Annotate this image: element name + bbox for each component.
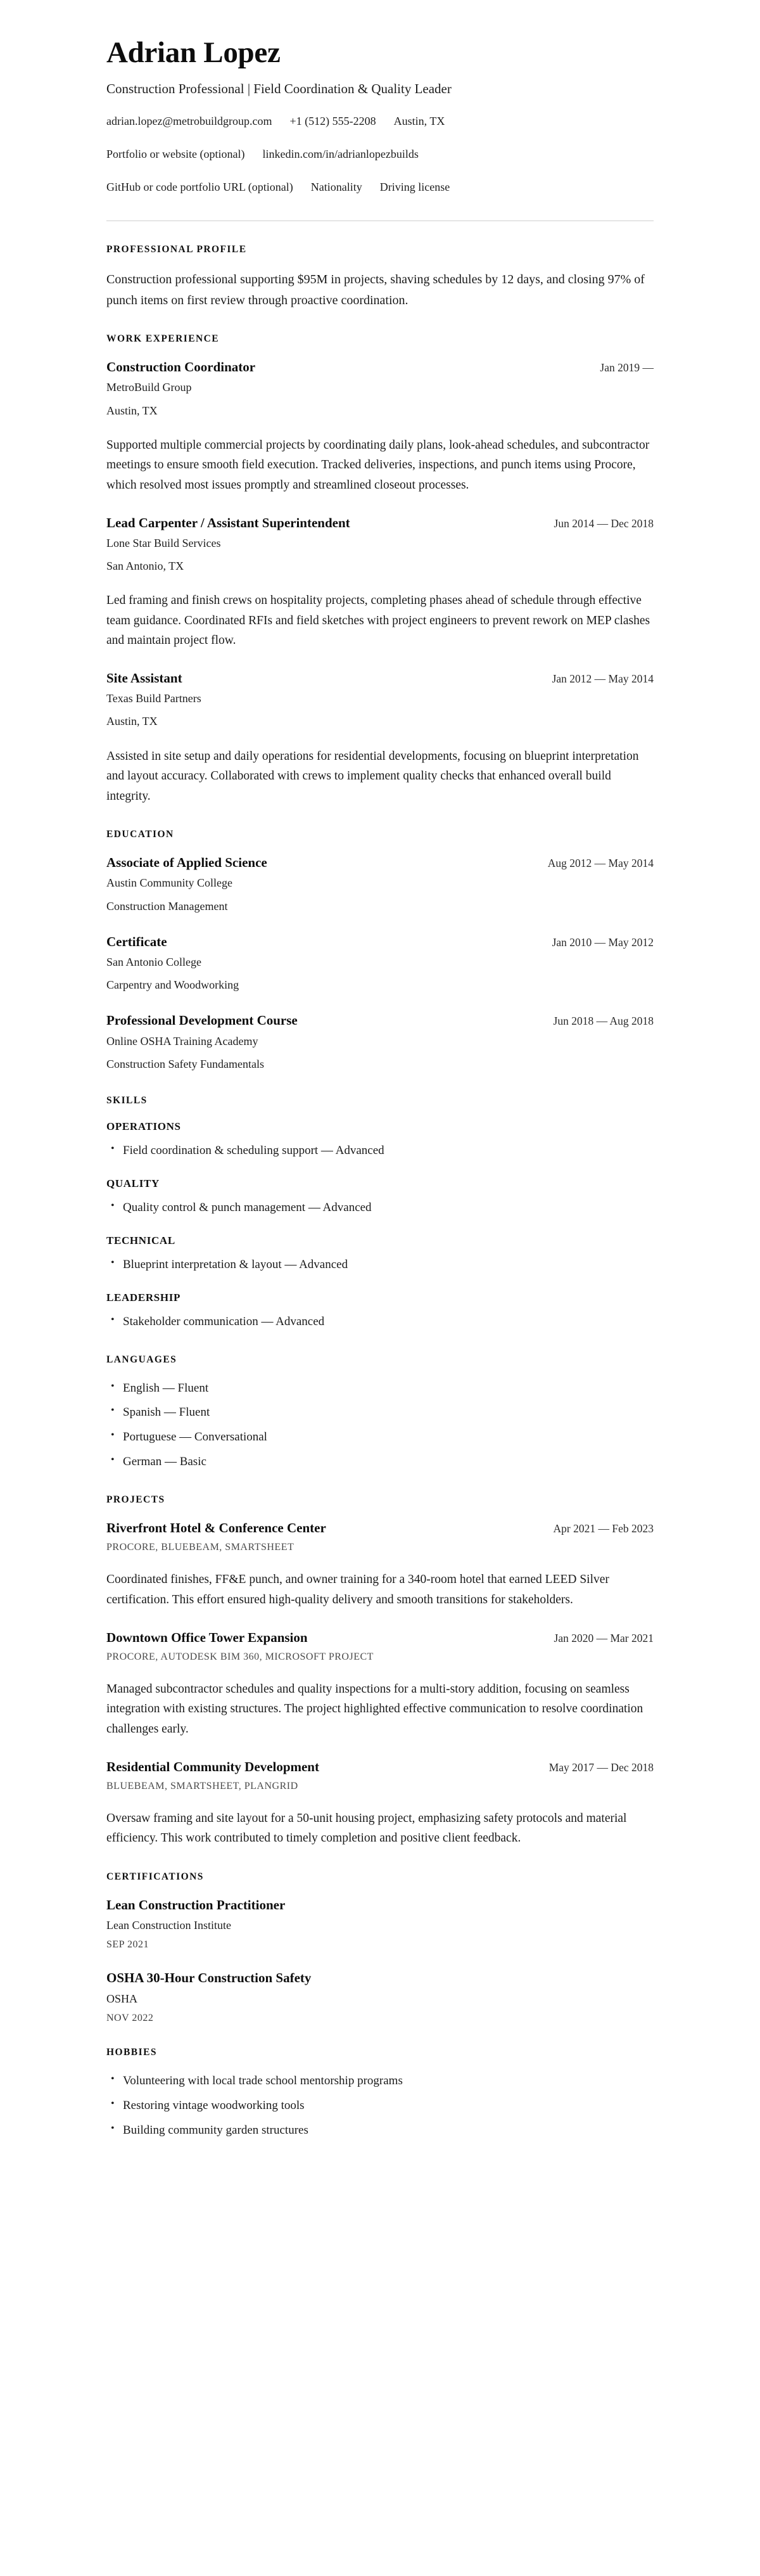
candidate-name: Adrian Lopez: [106, 36, 281, 69]
linkedin-text[interactable]: linkedin.com/in/adrianlopezbuilds: [262, 148, 419, 161]
job-company: Texas Build Partners: [106, 692, 201, 705]
project-tools: BLUEBEAM, SMARTSHEET, PLANGRID: [106, 1780, 298, 1791]
contact-line-extras: [106, 179, 654, 195]
certification-entry: [106, 1897, 654, 1951]
contact-line-links: [106, 146, 654, 162]
school-name: Online OSHA Training Academy: [106, 1034, 258, 1048]
job-title: Lead Carpenter / Assistant Superintendent: [106, 515, 350, 530]
skill-list: [106, 1142, 654, 1160]
language-list: [106, 1380, 654, 1472]
job-company: Lone Star Build Services: [106, 536, 221, 549]
project-entry: [106, 1759, 654, 1849]
section-title-education: EDUCATION: [106, 829, 174, 840]
location-text: Austin, TX: [393, 115, 445, 128]
degree-title: Professional Development Course: [106, 1013, 298, 1028]
portfolio-placeholder-text[interactable]: Portfolio or website (optional): [106, 148, 245, 161]
certification-title: OSHA 30-Hour Construction Safety: [106, 1970, 312, 1986]
section-professional-profile: [106, 244, 654, 311]
section-title-work: WORK EXPERIENCE: [106, 333, 220, 345]
degree-date-range: Jun 2018 — Aug 2018: [553, 1015, 654, 1028]
section-skills: [106, 1095, 654, 1331]
contact-line-primary: [106, 113, 654, 129]
job-date-range: Jun 2014 — Dec 2018: [554, 516, 654, 530]
hobby-item: • Building community garden structures: [123, 2122, 654, 2140]
project-title: Riverfront Hotel & Conference Center: [106, 1520, 326, 1536]
project-entry: [106, 1629, 654, 1740]
github-placeholder-text[interactable]: GitHub or code portfolio URL (optional): [106, 181, 293, 194]
skill-group-title: QUALITY: [106, 1177, 160, 1189]
skill-group-title: TECHNICAL: [106, 1234, 175, 1246]
job-location: Austin, TX: [106, 404, 158, 417]
job-company: MetroBuild Group: [106, 381, 192, 394]
hobby-item: • Restoring vintage woodworking tools: [123, 2097, 654, 2115]
section-title-profile: PROFESSIONAL PROFILE: [106, 244, 247, 255]
skill-item: • Quality control & punch management — Advanced: [123, 1199, 654, 1217]
job-date-range: Jan 2019 —: [600, 361, 654, 375]
skill-group: [106, 1177, 654, 1217]
field-of-study: Construction Safety Fundamentals: [106, 1057, 264, 1070]
section-title-projects: PROJECTS: [106, 1494, 165, 1506]
job-location: Austin, TX: [106, 715, 158, 728]
project-date-range: May 2017 — Dec 2018: [548, 1760, 654, 1774]
work-entry: [106, 670, 654, 806]
email-text[interactable]: adrian.lopez@metrobuildgroup.com: [106, 115, 272, 128]
school-name: San Antonio College: [106, 956, 201, 969]
section-certifications: [106, 1871, 654, 2024]
certification-issuer: OSHA: [106, 1992, 138, 2005]
skill-item: • Stakeholder communication — Advanced: [123, 1313, 654, 1331]
language-item: • Spanish — Fluent: [123, 1404, 654, 1422]
project-date-range: Apr 2021 — Feb 2023: [553, 1522, 654, 1535]
work-entry: [106, 359, 654, 495]
section-languages: [106, 1354, 654, 1472]
job-description: Assisted in site setup and daily operations for residential developments, focusing on blueprint interpretation and layout accuracy. Collaborated with crews to implement quality checks that enhanced overall build integrity.: [106, 749, 639, 803]
section-title-certifications: CERTIFICATIONS: [106, 1871, 204, 1882]
job-date-range: Jan 2012 — May 2014: [552, 672, 654, 685]
project-tools: PROCORE, BLUEBEAM, SMARTSHEET: [106, 1542, 294, 1553]
field-of-study: Construction Management: [106, 899, 228, 913]
job-title: Construction Coordinator: [106, 359, 256, 375]
job-description: Supported multiple commercial projects by coordinating daily plans, look-ahead schedules, and subcontractor meetings to ensure smooth field execution. Tracked deliveries, inspections, and punch items using Procore, which resolved most issues promptly and streamlined closeout processes.: [106, 438, 650, 492]
candidate-headline: Construction Professional | Field Coordination & Quality Leader: [106, 80, 452, 96]
skill-group: [106, 1291, 654, 1331]
driving-license-placeholder-text[interactable]: Driving license: [379, 181, 450, 194]
language-item: • English — Fluent: [123, 1380, 654, 1398]
project-title: Downtown Office Tower Expansion: [106, 1629, 308, 1645]
school-name: Austin Community College: [106, 876, 233, 890]
job-description: Led framing and finish crews on hospitality projects, completing phases ahead of schedule through effective team guidance. Coordinated RFIs and field sketches with project engineers to prevent rework on MEP clashes and maintain project flow.: [106, 594, 650, 648]
section-projects: [106, 1494, 654, 1849]
section-work-experience: [106, 333, 654, 806]
skill-list: [106, 1199, 654, 1217]
skill-group-title: OPERATIONS: [106, 1120, 181, 1133]
education-entry: [106, 933, 654, 994]
skill-group: [106, 1234, 654, 1274]
degree-title: Associate of Applied Science: [106, 855, 267, 871]
nationality-placeholder-text[interactable]: Nationality: [310, 181, 362, 194]
hobby-list: [106, 2072, 654, 2140]
project-description: Oversaw framing and site layout for a 50-unit housing project, emphasizing safety protocols and material efficiency. This work contributed to timely completion and positive client feedback.: [106, 1811, 627, 1845]
project-date-range: Jan 2020 — Mar 2021: [554, 1631, 654, 1644]
skill-list: [106, 1256, 654, 1274]
work-entry: [106, 515, 654, 651]
certification-date: SEP 2021: [106, 1939, 149, 1951]
job-title: Site Assistant: [106, 670, 182, 686]
degree-date-range: Jan 2010 — May 2012: [552, 935, 654, 949]
project-tools: PROCORE, AUTODESK BIM 360, MICROSOFT PROJECT: [106, 1651, 374, 1662]
project-entry: [106, 1520, 654, 1610]
language-item: • German — Basic: [123, 1453, 654, 1471]
section-title-languages: LANGUAGES: [106, 1354, 177, 1365]
section-title-hobbies: HOBBIES: [106, 2046, 157, 2058]
certification-issuer: Lean Construction Institute: [106, 1919, 231, 1932]
project-title: Residential Community Development: [106, 1759, 319, 1774]
education-entry: [106, 854, 654, 914]
project-description: Coordinated finishes, FF&E punch, and owner training for a 340-room hotel that earned LEED Silver certification. This effort ensured high-quality delivery and smooth transitions for stakeholders.: [106, 1573, 609, 1606]
section-hobbies: [106, 2047, 654, 2140]
language-item: • Portuguese — Conversational: [123, 1428, 654, 1447]
profile-summary-text: Construction professional supporting $95M in projects, shaving schedules by 12 days, and closing 97% of punch items on first review through proactive coordination.: [106, 272, 645, 307]
phone-text[interactable]: +1 (512) 555-2208: [289, 115, 376, 128]
skill-group-title: LEADERSHIP: [106, 1291, 181, 1304]
field-of-study: Carpentry and Woodworking: [106, 978, 239, 992]
hobby-item: • Volunteering with local trade school mentorship programs: [123, 2072, 654, 2091]
job-location: San Antonio, TX: [106, 559, 184, 572]
skill-group: [106, 1120, 654, 1160]
degree-title: Certificate: [106, 933, 167, 949]
skill-item: • Field coordination & scheduling support — Advanced: [123, 1142, 654, 1160]
skill-list: [106, 1313, 654, 1331]
education-entry: [106, 1012, 654, 1072]
certification-entry: [106, 1970, 654, 2023]
project-description: Managed subcontractor schedules and quality inspections for a multi-story addition, focusing on seamless integration with existing structures. The project highlighted effective communication to resolve coordination challenges early.: [106, 1682, 643, 1736]
certification-date: NOV 2022: [106, 2012, 154, 2023]
skill-item: • Blueprint interpretation & layout — Advanced: [123, 1256, 654, 1274]
section-education: [106, 829, 654, 1072]
certification-title: Lean Construction Practitioner: [106, 1897, 286, 1913]
section-title-skills: SKILLS: [106, 1095, 148, 1106]
degree-date-range: Aug 2012 — May 2014: [547, 857, 654, 870]
resume-header: [106, 37, 654, 221]
